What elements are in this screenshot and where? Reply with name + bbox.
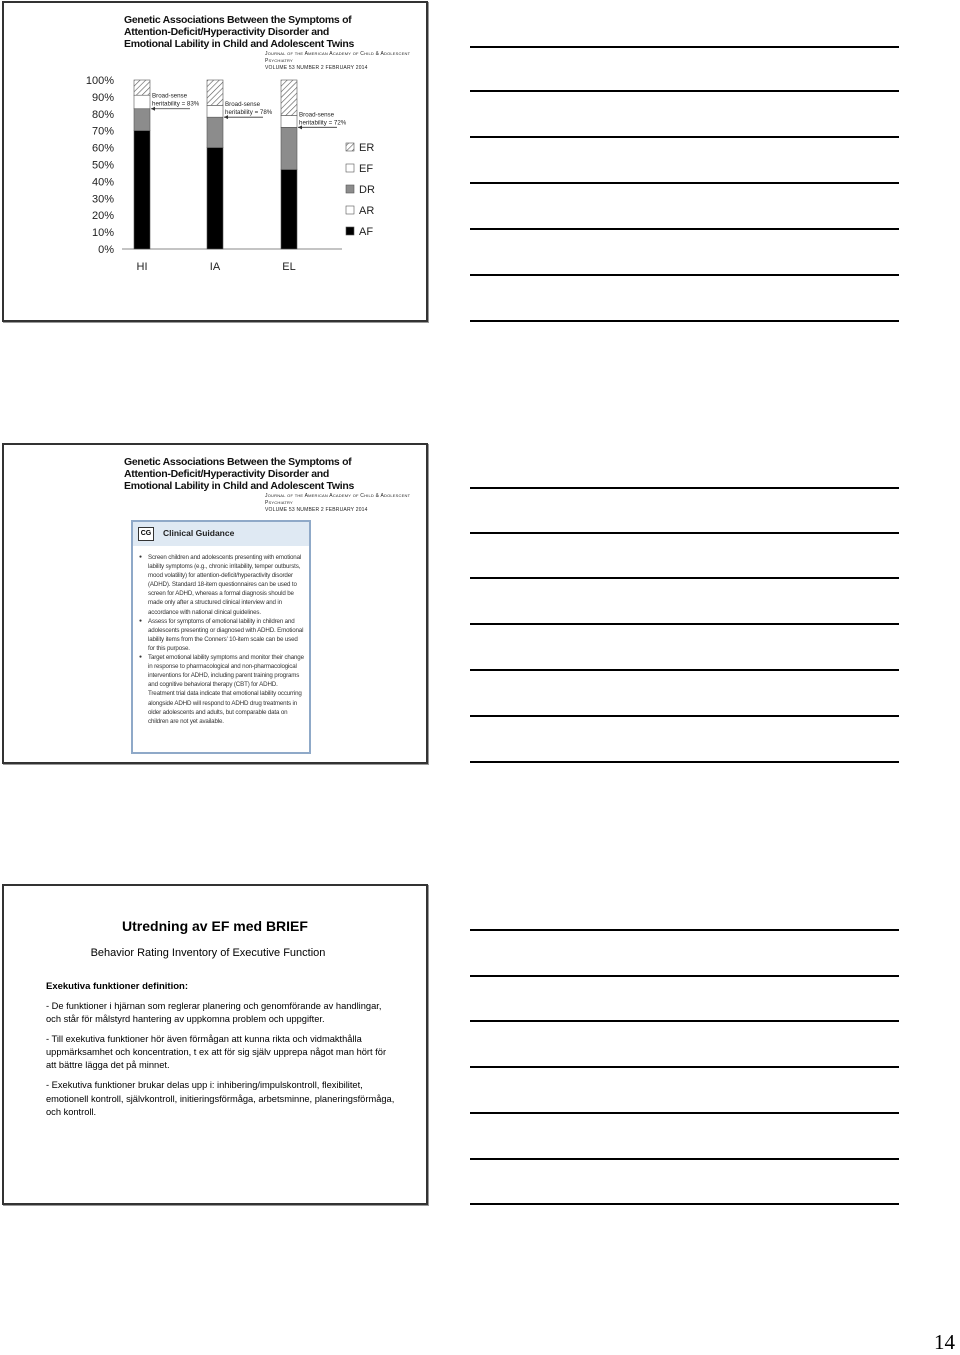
x-tick-label: IA [209, 261, 221, 273]
y-tick-label: 80% [91, 108, 114, 121]
legend-swatch-ar [346, 206, 354, 214]
y-tick-label: 20% [91, 210, 114, 223]
x-tick-label: EL [282, 261, 296, 273]
note-line [470, 1203, 899, 1205]
note-line [470, 1066, 899, 1068]
slide-1 [2, 1, 428, 322]
bar-segment-dr [281, 127, 297, 169]
guidance-item: ● Screen children and adolescents presenting with emotional lability symptoms (e.g., chronic irritability, temper outbursts, mood volatility) for attention-deficit/hyperactivity disorder (ADHD). Standard 18-item questionnaires can be used to screen for ADHD, whereas a formal diagnosis should be made only after a structured clinical interview and in accordance with national clinical guidelines. [139, 553, 305, 617]
note-line [470, 320, 899, 322]
note-line [470, 90, 899, 92]
legend-label: ER [359, 142, 375, 154]
stacked-bar-chart [4, 63, 426, 283]
annotation-value: heritability = 78% [225, 109, 273, 117]
journal-citation: Journal of the American Academy of Child & Adolescent Psychiatry VOLUME 53 NUMBER 2 FEBRUARY 2014 [265, 51, 411, 71]
note-line [470, 577, 899, 579]
clinical-guidance-title: Clinical Guidance [163, 528, 235, 538]
article-title: Genetic Associations Between the Symptoms of Attention-Deficit/Hyperactivity Disorder and Emotional Lability in Child and Adolescent Twins [124, 14, 355, 50]
annotation-value: heritability = 72% [299, 119, 347, 127]
slide-title: Utredning av EF med BRIEF [122, 918, 308, 934]
legend-label: DR [359, 184, 375, 196]
y-tick-label: 0% [98, 244, 114, 256]
y-tick-label: 100% [85, 75, 114, 87]
bar-segment-af [281, 170, 297, 249]
note-line [470, 669, 899, 671]
guidance-item: ● Target emotional lability symptoms and monitor their change in response to pharmacological and non-pharmacological interventions for ADHD, including parent training programs and cognitive behavioral therapy (CBT) for ADHD. Treatment trial data indicate that emotional lability occurring alongside ADHD will respond to ADHD drug treatments in older adolescents and adults, but comparable data on children are not yet available. [139, 653, 305, 726]
x-tick-label: HI [136, 261, 148, 273]
definition-paragraph: - De funktioner i hjärnan som reglerar planering och genomförande av handlingar, och står för målstyrd hantering av uppkomna problem och uppgifter. [46, 1001, 382, 1025]
note-line [470, 1112, 899, 1114]
page-number: 14 [934, 1330, 955, 1354]
annotation-label: Broad-sense [299, 111, 335, 119]
note-line [470, 761, 899, 763]
slide-2 [2, 443, 428, 764]
bar-segment-dr [207, 117, 223, 147]
y-tick-label: 90% [91, 91, 114, 104]
y-tick-label: 30% [91, 193, 114, 206]
clinical-guidance-list [139, 553, 305, 726]
note-line [470, 715, 899, 717]
annotation-label: Broad-sense [152, 92, 188, 100]
article-title: Genetic Associations Between the Symptoms of Attention-Deficit/Hyperactivity Disorder and Emotional Lability in Child and Adolescent Twins [124, 456, 355, 492]
definition-body [46, 1000, 396, 1126]
bar-segment-ef [281, 115, 297, 127]
annotation-label: Broad-sense [225, 101, 261, 109]
legend-label: AF [359, 226, 374, 238]
legend-swatch-ef [346, 164, 354, 172]
note-line [470, 136, 899, 138]
note-line [470, 532, 899, 534]
note-line [470, 487, 899, 489]
guidance-item: ● Assess for symptoms of emotional lability in children and adolescents presenting or diagnosed with ADHD. Emotional lability items from the Conners' 10-item scale can be used for this purpose. [139, 617, 305, 653]
note-line [470, 1158, 899, 1160]
legend-swatch-af [346, 227, 354, 235]
note-line [470, 975, 899, 977]
bar-segment-er [134, 80, 150, 95]
definition-paragraph: - Exekutiva funktioner brukar delas upp i: inhibering/impulskontroll, flexibilitet, emotionell kontroll, självkontroll, initieringsförmåga, arbetsminne, planeringsförmåga, och kontroll. [46, 1080, 395, 1117]
y-tick-label: 50% [91, 159, 114, 172]
annotation-value: heritability = 83% [152, 100, 200, 108]
slide-subtitle: Behavior Rating Inventory of Executive Function [90, 947, 326, 959]
bar-segment-ef [207, 105, 223, 117]
legend-label: AR [359, 205, 375, 217]
y-tick-label: 10% [91, 227, 114, 240]
bar-segment-er [281, 80, 297, 115]
legend-swatch-er [346, 143, 354, 151]
bar-segment-af [207, 148, 223, 249]
clinical-guidance-box [131, 520, 311, 754]
note-line [470, 228, 899, 230]
bar-segment-er [207, 80, 223, 105]
definition-heading: Exekutiva funktioner definition: [46, 981, 188, 992]
legend-swatch-dr [346, 185, 354, 193]
cg-logo: CG [138, 527, 154, 541]
bar-segment-ef [134, 95, 150, 109]
bar-segment-af [134, 131, 150, 249]
note-line [470, 46, 899, 48]
journal-citation: Journal of the American Academy of Child & Adolescent Psychiatry VOLUME 53 NUMBER 2 FEBRUARY 2014 [265, 493, 411, 513]
note-line [470, 623, 899, 625]
y-tick-label: 60% [91, 142, 114, 155]
clinical-guidance-header [133, 522, 309, 546]
note-line [470, 182, 899, 184]
definition-paragraph: - Till exekutiva funktioner hör även förmågan att kunna rikta och vidmakthålla uppmärksamhet och koncentration, t ex att för sig själv upprepa något man hört för att bättre lägga det på minnet. [46, 1034, 387, 1071]
y-tick-label: 70% [91, 125, 114, 138]
legend-label: EF [359, 163, 374, 175]
slide-3 [2, 884, 428, 1205]
note-line [470, 1020, 899, 1022]
note-line [470, 929, 899, 931]
note-line [470, 274, 899, 276]
y-tick-label: 40% [91, 176, 114, 189]
bar-segment-dr [134, 109, 150, 131]
